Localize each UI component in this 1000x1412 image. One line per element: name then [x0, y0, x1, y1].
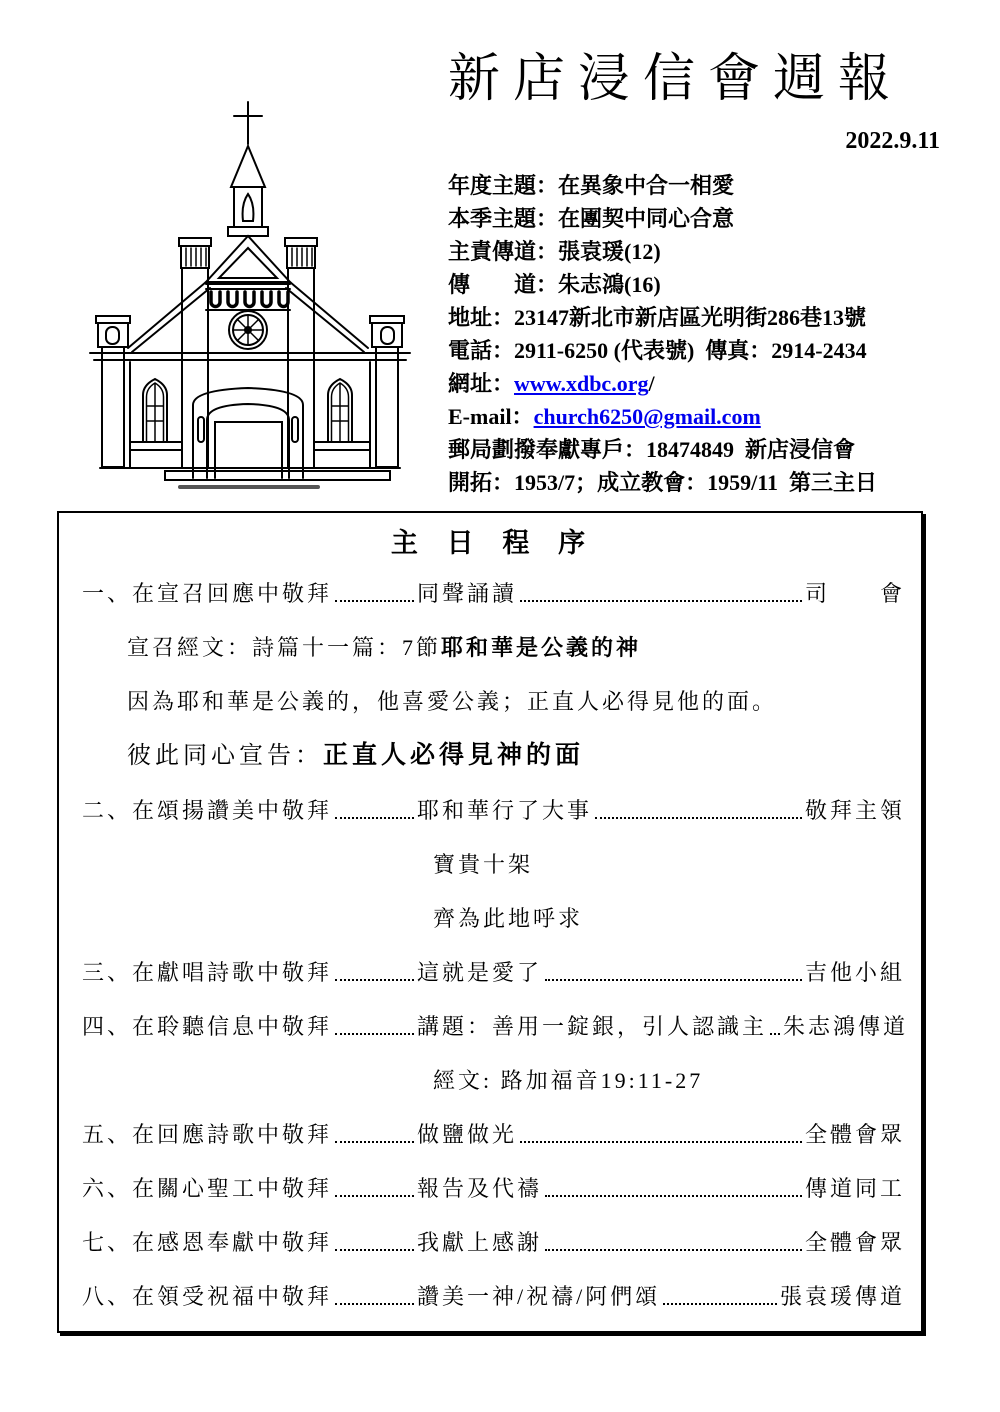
program-row-left	[82, 1281, 417, 1312]
program-row-person: 全體會眾	[804, 1122, 905, 1147]
program-sub-text: 寶貴十架	[433, 852, 534, 877]
program-row-left	[82, 1011, 417, 1042]
church-illustration	[80, 90, 420, 500]
address-line: 地址：23147新北市新店區光明街286巷13號	[448, 305, 867, 330]
dotted-leader	[335, 817, 414, 819]
program-row	[82, 1119, 905, 1150]
masthead	[448, 48, 940, 499]
program-scripture-line	[127, 632, 905, 663]
dotted-leader	[335, 1141, 414, 1143]
email-line	[448, 400, 940, 433]
page-title: 新店浸信會週報	[448, 51, 904, 108]
program-row-number: 三、	[82, 960, 133, 985]
portal-arch	[193, 388, 303, 478]
website-suffix: /	[648, 371, 655, 396]
program-row-activity: 在宣召回應中敬拜	[132, 581, 333, 606]
program-row-number: 五、	[82, 1122, 133, 1147]
dotted-leader	[545, 1249, 802, 1251]
normal-text: 宣召經文：詩篇十一篇：7節	[127, 635, 442, 660]
program-row-item: 講題：善用一錠銀，引人認識主	[417, 1014, 768, 1039]
lead-pastor-line: 主責傳道：張袁瑗(12)	[448, 239, 661, 264]
order-of-service-box	[57, 511, 923, 1333]
program-sub-text: 齊為此地呼求	[433, 906, 584, 931]
program-row-item: 讚美一神/祝禱/阿們頌	[417, 1284, 661, 1309]
program-row	[82, 1173, 905, 1204]
program-note-line	[127, 686, 905, 717]
program-note-text: 因為耶和華是公義的，他喜愛公義；正直人必得見他的面。	[127, 689, 778, 714]
website-line	[448, 367, 940, 400]
normal-text: 彼此同心宣告：	[127, 743, 323, 769]
program-row-item: 做鹽做光	[417, 1122, 518, 1147]
program-row-activity: 在回應詩歌中敬拜	[132, 1122, 333, 1147]
program-heading: 主 日 程 序	[390, 528, 597, 558]
season-theme-line: 本季主題：在團契中同心合意	[448, 206, 735, 231]
program-row-number: 七、	[82, 1230, 133, 1255]
dotted-leader	[595, 817, 802, 819]
website-link[interactable]: www.xdbc.org	[514, 371, 649, 396]
dotted-leader	[335, 1303, 414, 1305]
dotted-leader	[663, 1303, 777, 1305]
program-row-person: 吉他小組	[804, 960, 905, 985]
program-row-number: 八、	[82, 1284, 133, 1309]
postal-account-line: 郵局劃撥奉獻專戶：18474849 新店浸信會	[448, 437, 856, 462]
program-row-person: 張袁瑗傳道	[779, 1284, 905, 1309]
rose-window	[229, 311, 267, 349]
program-row-left	[82, 1119, 417, 1150]
program-row-left	[82, 1227, 417, 1258]
dotted-leader	[335, 1195, 414, 1197]
program-row-person: 傳道同工	[804, 1176, 905, 1201]
program-row	[82, 578, 905, 609]
program-row-number: 二、	[82, 798, 133, 823]
program-row-number: 四、	[82, 1014, 133, 1039]
email-label: E-mail：	[448, 404, 534, 429]
program-sub-line	[433, 849, 905, 880]
program-row-number: 一、	[82, 581, 133, 606]
pastor-line: 傳 道：朱志鴻(16)	[448, 272, 661, 297]
cross-icon	[234, 102, 262, 144]
program-row-person: 司 會	[804, 581, 905, 606]
dotted-leader	[545, 979, 802, 981]
dotted-leader	[520, 600, 802, 602]
dotted-leader	[545, 1195, 802, 1197]
dotted-leader	[335, 979, 414, 981]
program-row-left	[82, 578, 417, 609]
gothic-window-left	[143, 379, 167, 442]
program-sub-text: 經文: 路加福音19:11-27	[433, 1068, 704, 1093]
program-row	[82, 1227, 905, 1258]
program-row-person: 朱志鴻傳道	[783, 1014, 909, 1039]
program-row-item: 同聲誦讀	[417, 581, 518, 606]
program-row-item: 這就是愛了	[417, 960, 543, 985]
annual-theme-line: 年度主題：在異象中合一相愛	[448, 173, 735, 198]
program-sub-line	[433, 903, 905, 934]
program-lines	[82, 578, 909, 1312]
dotted-leader	[335, 600, 414, 602]
phone-fax-line: 電話：2911-6250 (代表號) 傳真：2914-2434	[448, 338, 867, 363]
program-row	[82, 1011, 909, 1042]
program-row	[82, 957, 905, 988]
gothic-window-right	[328, 379, 352, 442]
program-row-left	[82, 795, 417, 826]
bold-text: 正直人必得見神的面	[323, 742, 585, 769]
program-row	[82, 1281, 905, 1312]
program-row-left	[82, 957, 417, 988]
email-link[interactable]: church6250@gmail.com	[533, 404, 761, 429]
program-row-activity: 在聆聽信息中敬拜	[132, 1014, 333, 1039]
program-row-activity: 在感恩奉獻中敬拜	[132, 1230, 333, 1255]
bulletin-date: 2022.9.11	[845, 128, 940, 154]
program-row-activity: 在領受祝福中敬拜	[132, 1284, 333, 1309]
bold-text: 耶和華是公義的神	[441, 635, 642, 660]
program-declaration-line	[127, 740, 905, 772]
program-row	[82, 795, 905, 826]
program-row-number: 六、	[82, 1176, 133, 1201]
founded-line: 開拓：1953/7；成立教會：1959/11 第三主日	[448, 470, 878, 495]
program-row-activity: 在獻唱詩歌中敬拜	[132, 960, 333, 985]
program-row-activity: 在頌揚讚美中敬拜	[132, 798, 333, 823]
dotted-leader	[520, 1141, 802, 1143]
website-label: 網址：	[448, 371, 515, 396]
dotted-leader	[335, 1249, 414, 1251]
program-row-item: 報告及代禱	[417, 1176, 543, 1201]
program-row-activity: 在關心聖工中敬拜	[132, 1176, 333, 1201]
program-row-item: 耶和華行了大事	[417, 798, 593, 823]
program-row-left	[82, 1173, 417, 1204]
church-info-block	[448, 169, 940, 499]
dotted-leader	[770, 1033, 780, 1035]
program-sub-line	[433, 1065, 905, 1096]
program-row-person: 全體會眾	[804, 1230, 905, 1255]
program-row-person: 敬拜主領	[804, 798, 905, 823]
dotted-leader	[335, 1033, 414, 1035]
program-row-item: 我獻上感謝	[417, 1230, 543, 1255]
